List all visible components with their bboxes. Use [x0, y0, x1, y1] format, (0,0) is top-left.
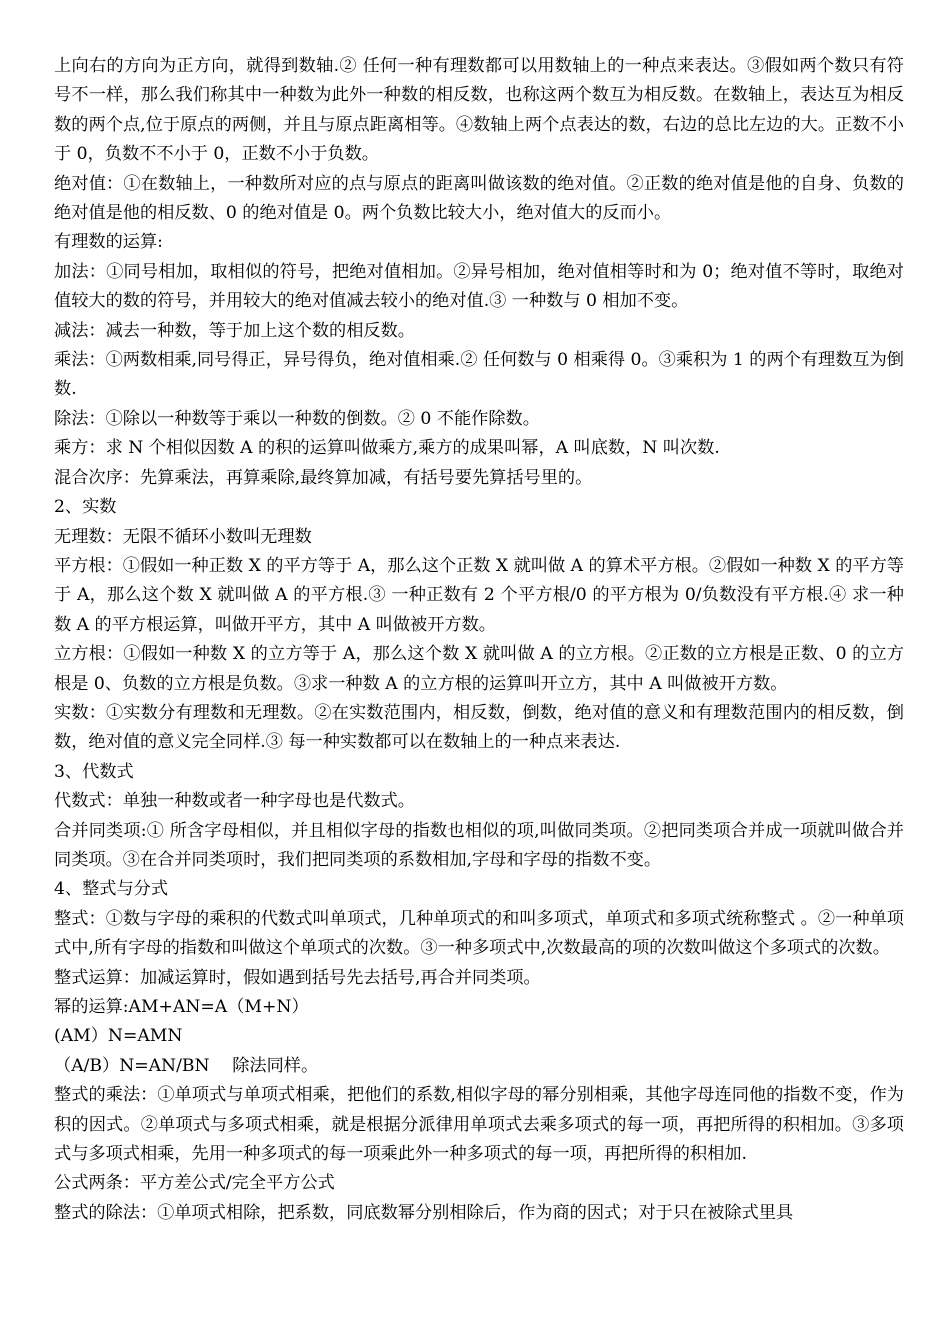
paragraph-multiplication: 乘法：①两数相乘,同号得正，异号得负，绝对值相乘.② 任何数与 0 相乘得 0。③乘积为 1 的两个有理数互为倒数. [54, 350, 904, 400]
paragraph-power-rule-3: （A/B）N=AN/BN 除法同样。 [54, 1055, 319, 1076]
paragraph-addition: 加法：①同号相加，取相似的符号，把绝对值相加。②异号相加，绝对值相等时和为 0；绝对值不等时，取绝对值较大的数的符号，并用较大的绝对值减去较小的绝对值.③ 一种数与 0 相加不变。 [54, 261, 904, 312]
paragraph-order-of-operations: 混合次序：先算乘法，再算乘除,最终算加减，有括号要先算括号里的。 [54, 467, 593, 488]
paragraph-square-root: 平方根：①假如一种正数 X 的平方等于 A，那么这个正数 X 就叫做 A 的算术平方根。②假如一种数 X 的平方等于 A，那么这个数 X 就叫做 A 的平方根.③ 一种正数有 2 个平方根/0 的平方根为 0/负数没有平方根.④ 求一种数 A 的平方根运算，叫做开平方，其中 A 叫做被开方数。 [54, 555, 904, 635]
paragraph-cube-root: 立方根：①假如一种数 X 的立方等于 A，那么这个数 X 就叫做 A 的立方根。②正数的立方根是正数、0 的立方根是 0、负数的立方根是负数。③求一种数 A 的立方根的运算叫开立方，其中 A 叫做被开方数。 [54, 644, 904, 694]
paragraph-power-rule-1: 幂的运算:AM+AN=A（M+N） [54, 997, 309, 1017]
paragraph-number-line: 上向右的方向为正方向，就得到数轴.② 任何一种有理数都可以用数轴上的一种点来表达。③假如两个数只有符号不一样，那么我们称其中一种数为此外一种数的相反数，也称这两个数互为相反数。在数轴上，表达互为相反数的两个点,位于原点的两侧，并且与原点距离相等。④数轴上两个点表达的数，右边的总比左边的大。正数不小于 0，负数不不小于 0，正数不小于负数。 [54, 56, 904, 165]
paragraph-real-numbers: 实数：①实数分有理数和无理数。②在实数范围内，相反数，倒数，绝对值的意义和有理数范围内的相反数，倒数，绝对值的意义完全同样.③ 每一种实数都可以在数轴上的一种点来表达. [54, 702, 904, 753]
section-heading-polynomials-fractions: 4、整式与分式 [54, 879, 169, 900]
paragraph-formulas: 公式两条：平方差公式/完全平方公式 [54, 1173, 335, 1194]
section-heading-real-numbers: 2、实数 [54, 497, 117, 518]
document-body [54, 52, 904, 1228]
section-heading-algebraic-expressions: 3、代数式 [54, 761, 134, 782]
paragraph-division: 除法：①除以一种数等于乘以一种数的倒数。② 0 不能作除数。 [54, 408, 540, 429]
paragraph-polynomial-division: 整式的除法：①单项式相除，把系数，同底数幂分别相除后，作为商的因式；对于只在被除式里具 [54, 1202, 794, 1223]
paragraph-absolute-value: 绝对值：①在数轴上，一种数所对应的点与原点的距离叫做该数的绝对值。②正数的绝对值是他的自身、负数的绝对值是他的相反数、0 的绝对值是 0。两个负数比较大小，绝对值大的反而小。 [54, 173, 904, 224]
paragraph-polynomial-operations: 整式运算：加减运算时，假如遇到括号先去括号,再合并同类项。 [54, 967, 541, 988]
paragraph-irrational: 无理数：无限不循环小数叫无理数 [54, 526, 312, 547]
paragraph-power: 乘方：求 N 个相似因数 A 的积的运算叫做乘方,乘方的成果叫幂，A 叫底数，N 叫次数. [54, 438, 720, 459]
paragraph-like-terms: 合并同类项:① 所含字母相似，并且相似字母的指数也相似的项,叫做同类项。②把同类项合并成一项就叫做合并同类项。③在合并同类项时，我们把同类项的系数相加,字母和字母的指数不变。 [54, 820, 904, 870]
paragraph-polynomial: 整式：①数与字母的乘积的代数式叫单项式，几种单项式的和叫多项式，单项式和多项式统称整式 。②一种单项式中,所有字母的指数和叫做这个单项式的次数。③一种多项式中,次数最高的项的次数叫做这个多项式的次数。 [54, 908, 904, 959]
paragraph-power-rule-2: (AM）N=AMN [54, 1026, 183, 1047]
paragraph-algebraic-expression: 代数式：单独一种数或者一种字母也是代数式。 [54, 791, 415, 812]
paragraph-subtraction: 减法：减去一种数，等于加上这个数的相反数。 [54, 320, 415, 341]
heading-rational-operations: 有理数的运算: [54, 232, 163, 253]
paragraph-polynomial-multiplication: 整式的乘法：①单项式与单项式相乘，把他们的系数,相似字母的幂分别相乘，其他字母连同他的指数不变，作为积的因式。②单项式与多项式相乘，就是根据分派律用单项式去乘多项式的每一项，再把所得的积相加。③多项式与多项式相乘，先用一种多项式的每一项乘此外一种多项式的每一项，再把所得的积相加. [54, 1085, 904, 1165]
